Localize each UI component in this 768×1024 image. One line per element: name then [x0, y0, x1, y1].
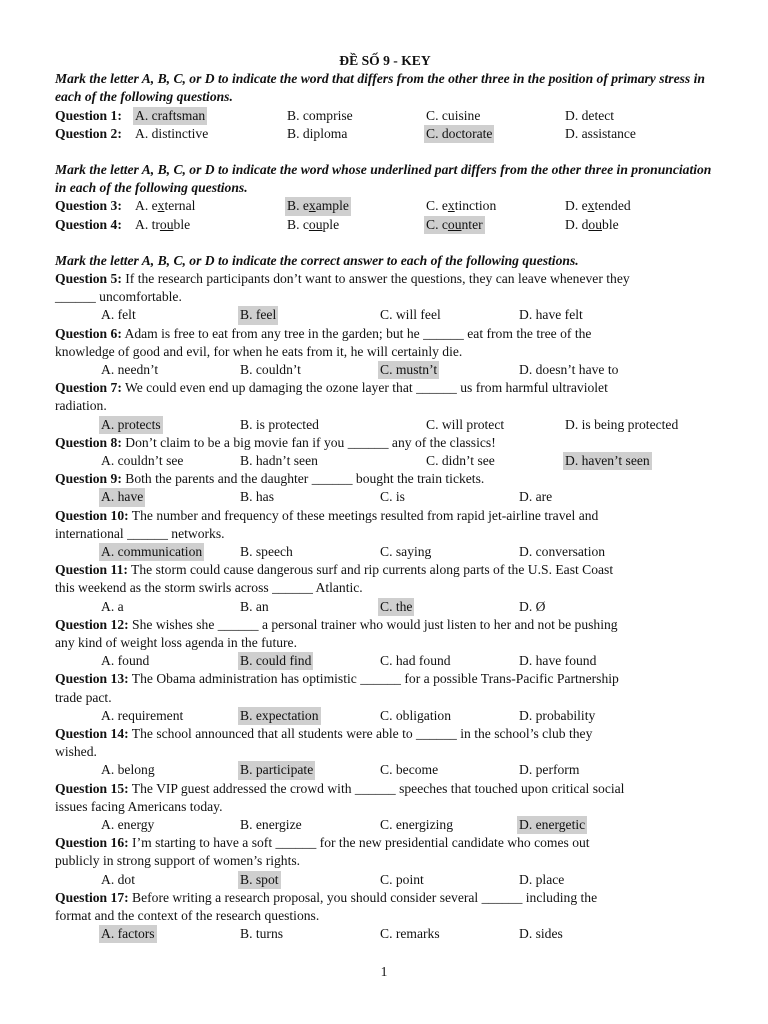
question-text-continued: this weekend as the storm swirls across ______ Atlantic.	[55, 580, 363, 596]
question-text: We could even end up damaging the ozone layer that ______ us from harmful ultraviolet	[125, 380, 608, 396]
question-label: Question 2:	[55, 125, 122, 141]
underlined-part: ou	[159, 216, 174, 232]
question-label: Question 10:	[55, 507, 129, 523]
question-stem	[55, 616, 715, 634]
underlined-part: x	[308, 198, 316, 214]
answer-option: D. sides	[519, 926, 563, 942]
option-text: ternal	[164, 198, 196, 214]
question-row	[55, 107, 715, 125]
answer-option	[426, 197, 496, 215]
question-text: She wishes she ______ a personal trainer who would just listen to her and not be pushing	[132, 616, 618, 632]
answer-option-highlighted: C. mustn’t	[378, 361, 439, 379]
question-label: Question 6:	[55, 325, 122, 341]
answer-option	[135, 216, 190, 234]
option-text: nter	[461, 216, 483, 232]
answer-option-highlighted: B. could find	[238, 652, 313, 670]
question-stem	[55, 270, 715, 288]
answer-option: B. turns	[240, 926, 284, 942]
answer-option-highlighted: D. haven’t seen	[563, 452, 652, 470]
question-text-continued: issues facing Americans today.	[55, 798, 223, 814]
answer-option: B. diploma	[287, 125, 348, 141]
question-text: The Obama administration has optimistic ______ for a possible Trans-Pacific Partnership	[131, 671, 619, 687]
option-text: ble	[602, 216, 619, 232]
question-label: Question 16:	[55, 835, 129, 851]
answer-option-highlighted: A. communication	[99, 543, 204, 561]
answer-option: C. had found	[380, 653, 451, 669]
question-stem	[55, 670, 715, 688]
options-row	[55, 361, 715, 379]
question-stem	[55, 889, 715, 907]
options-row	[55, 707, 715, 725]
question-label: Question 13:	[55, 671, 129, 687]
option-text: B. c	[287, 216, 309, 232]
answer-option-highlighted: C. the	[378, 598, 414, 616]
answer-option: B. hadn’t seen	[240, 452, 318, 468]
section-2-instruction: Mark the letter A, B, C, or D to indicate the word whose underlined part differs from the other three in pronunciation in each of the following questions.	[55, 161, 712, 196]
answer-option: C. become	[380, 762, 439, 778]
section-1-instruction: Mark the letter A, B, C, or D to indicate the word that differs from the other three in the position of primary stress in each of the following questions.	[55, 71, 705, 105]
question-label: Question 3:	[55, 198, 122, 214]
page-number: 1	[380, 964, 388, 979]
option-text: ple	[322, 216, 340, 232]
question-stem	[55, 379, 715, 397]
options-row	[55, 452, 715, 470]
question-row	[55, 216, 715, 234]
answer-option-highlighted: B. participate	[238, 761, 315, 779]
answer-option: C. will feel	[380, 307, 441, 323]
options-row	[55, 871, 715, 889]
question-text-continued: ______ uncomfortable.	[55, 289, 182, 305]
question-text-continued: wished.	[55, 744, 97, 760]
option-text: A. tr	[135, 216, 160, 232]
multiple-choice-questions	[55, 270, 715, 943]
question-stem	[55, 325, 715, 343]
answer-option: A. felt	[101, 307, 136, 323]
question-text-continued: international ______ networks.	[55, 525, 225, 541]
answer-option: D. are	[519, 489, 553, 505]
underlined-part: x	[157, 198, 165, 214]
option-text: ample	[315, 198, 349, 214]
question-text: Don’t claim to be a big movie fan if you ______ any of the classics!	[125, 434, 496, 450]
question-label: Question 14:	[55, 725, 129, 741]
question-label: Question 1:	[55, 107, 122, 123]
answer-option: D. have felt	[519, 307, 583, 323]
answer-option: B. couldn’t	[240, 361, 301, 377]
answer-option: C. energizing	[380, 816, 453, 832]
question-stem	[55, 470, 715, 488]
answer-option: A. needn’t	[101, 361, 159, 377]
answer-option: C. will protect	[426, 416, 505, 432]
answer-option-highlighted: C. doctorate	[424, 125, 494, 143]
answer-option: A. requirement	[101, 707, 184, 723]
question-text-continued: any kind of weight loss agenda in the future.	[55, 634, 297, 650]
option-text: C. e	[426, 198, 448, 214]
answer-option: D. conversation	[519, 543, 606, 559]
answer-option: D. is being protected	[565, 416, 679, 432]
question-text-continued: knowledge of good and evil, for when he eats from it, he will certainly die.	[55, 343, 463, 359]
question-text-continued: publicly in strong support of women’s rights.	[55, 853, 301, 869]
answer-option: D. perform	[519, 762, 580, 778]
option-text: ble	[173, 216, 191, 232]
question-stem	[55, 834, 715, 852]
answer-option: C. didn’t see	[426, 452, 495, 468]
answer-option: A. distinctive	[135, 125, 209, 141]
option-text: A. e	[135, 198, 158, 214]
answer-option: C. point	[380, 871, 424, 887]
options-row	[55, 416, 715, 434]
answer-option: D. doesn’t have to	[519, 361, 619, 377]
question-stem	[55, 434, 715, 452]
answer-option-highlighted: B. spot	[238, 871, 281, 889]
answer-option: D. have found	[519, 653, 597, 669]
answer-option-highlighted	[285, 197, 351, 215]
section-3-instruction: Mark the letter A, B, C, or D to indicate the correct answer to each of the following questions.	[55, 252, 579, 268]
underlined-part: ou	[447, 216, 462, 232]
answer-option	[565, 197, 631, 215]
question-label: Question 4:	[55, 216, 122, 232]
options-row	[55, 816, 715, 834]
answer-option	[135, 197, 195, 215]
options-row	[55, 598, 715, 616]
question-row	[55, 197, 715, 215]
options-row	[55, 761, 715, 779]
answer-option: C. remarks	[380, 926, 440, 942]
option-text: tinction	[454, 198, 497, 214]
question-label: Question 12:	[55, 616, 129, 632]
answer-option: B. energize	[240, 816, 302, 832]
question-text: Before writing a research proposal, you should consider several ______ including the	[132, 889, 598, 905]
answer-option-highlighted	[424, 216, 485, 234]
options-row	[55, 652, 715, 670]
answer-option: C. saying	[380, 543, 432, 559]
options-row	[55, 925, 715, 943]
underlined-part: x	[447, 198, 455, 214]
answer-option: D. assistance	[565, 125, 636, 141]
question-text: Adam is free to eat from any tree in the garden; but he ______ eat from the tree of the	[124, 325, 592, 341]
document-page	[55, 52, 715, 943]
question-label: Question 5:	[55, 270, 122, 286]
options-row	[55, 306, 715, 324]
question-text: I’m starting to have a soft ______ for the new presidential candidate who comes out	[132, 835, 590, 851]
underlined-part: ou	[308, 216, 323, 232]
option-text: tended	[594, 198, 631, 214]
answer-option	[565, 216, 619, 234]
pronunciation-questions	[55, 197, 715, 233]
question-label: Question 17:	[55, 889, 129, 905]
answer-option: A. a	[101, 598, 124, 614]
underlined-part: ou	[588, 216, 603, 232]
answer-option: D. Ø	[519, 598, 546, 614]
question-text: The VIP guest addressed the crowd with ______ speeches that touched upon critical social	[131, 780, 625, 796]
answer-option: C. is	[380, 489, 405, 505]
spacer	[55, 234, 715, 252]
option-text: D. d	[565, 216, 589, 232]
question-text: The number and frequency of these meetings resulted from rapid jet-airline travel and	[131, 507, 599, 523]
option-text: D. e	[565, 198, 588, 214]
option-text: C. c	[426, 216, 448, 232]
question-text-continued: radiation.	[55, 398, 107, 414]
question-label: Question 15:	[55, 780, 129, 796]
question-row	[55, 125, 715, 143]
question-label: Question 7:	[55, 380, 122, 396]
question-stem	[55, 780, 715, 798]
answer-option: B. has	[240, 489, 274, 505]
spacer	[55, 143, 715, 161]
question-stem	[55, 725, 715, 743]
question-label: Question 8:	[55, 434, 122, 450]
answer-option: B. an	[240, 598, 269, 614]
answer-option: C. obligation	[380, 707, 451, 723]
answer-option: D. place	[519, 871, 565, 887]
answer-option	[287, 216, 339, 234]
options-row	[55, 543, 715, 561]
question-stem	[55, 561, 715, 579]
answer-option-highlighted: A. craftsman	[133, 107, 207, 125]
answer-option: C. cuisine	[426, 107, 481, 123]
answer-option: A. couldn’t see	[101, 452, 184, 468]
answer-option: D. detect	[565, 107, 615, 123]
question-text: Both the parents and the daughter ______ bought the train tickets.	[125, 471, 485, 487]
answer-option: B. comprise	[287, 107, 353, 123]
answer-option: A. belong	[101, 762, 155, 778]
answer-option: A. found	[101, 653, 150, 669]
answer-option-highlighted: B. feel	[238, 306, 278, 324]
question-text: The school announced that all students were able to ______ in the school’s club they	[131, 725, 593, 741]
question-text-continued: format and the context of the research questions.	[55, 907, 320, 923]
answer-option: B. speech	[240, 543, 293, 559]
question-text: If the research participants don’t want to answer the questions, they can leave whenever they	[125, 270, 630, 286]
question-label: Question 11:	[55, 562, 128, 578]
option-text: B. e	[287, 198, 309, 214]
answer-option-highlighted: A. protects	[99, 416, 163, 434]
page-title: ĐỀ SỐ 9 - KEY	[339, 53, 431, 68]
question-text-continued: trade pact.	[55, 689, 112, 705]
answer-option-highlighted: A. factors	[99, 925, 157, 943]
underlined-part: x	[587, 198, 595, 214]
stress-questions	[55, 107, 715, 143]
answer-option-highlighted: D. energetic	[517, 816, 587, 834]
answer-option: A. dot	[101, 871, 135, 887]
answer-option-highlighted: A. have	[99, 488, 145, 506]
question-text: The storm could cause dangerous surf and rip currents along parts of the U.S. East Coast	[131, 562, 614, 578]
question-label: Question 9:	[55, 471, 122, 487]
answer-option-highlighted: B. expectation	[238, 707, 321, 725]
question-stem	[55, 507, 715, 525]
answer-option: B. is protected	[240, 416, 319, 432]
answer-option: D. probability	[519, 707, 596, 723]
options-row	[55, 488, 715, 506]
answer-option: A. energy	[101, 816, 155, 832]
